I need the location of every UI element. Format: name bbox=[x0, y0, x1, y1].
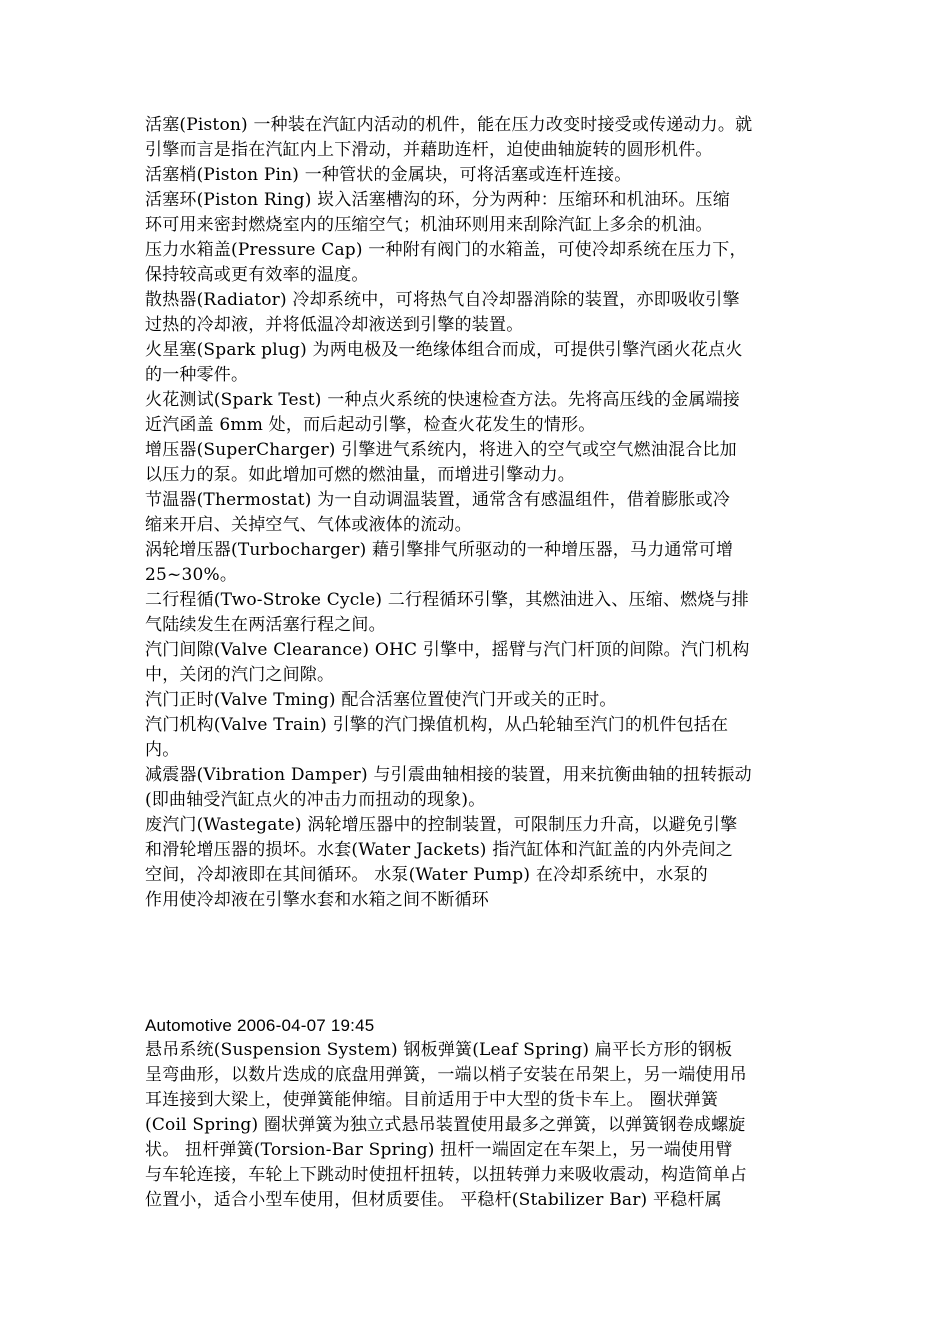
text-line: 耳连接到大梁上，使弹簧能伸缩。目前适用于中大型的货卡车上。 圈状弹簧 bbox=[145, 1090, 719, 1110]
text-line: 活塞梢(Piston Pin) 一种管状的金属块，可将活塞或连杆连接。 bbox=[145, 165, 632, 185]
text-line: 活塞(Piston) 一种装在汽缸内活动的机件，能在压力改变时接受或传递动力。就 bbox=[145, 115, 753, 135]
text-line: 空间，冷却液即在其间循环。 水泵(Water Pump) 在冷却系统中，水泵的 bbox=[145, 865, 708, 885]
text-line: 25~30%。 bbox=[145, 565, 238, 585]
text-line: 保持较高或更有效率的温度。 bbox=[145, 265, 369, 285]
text-line: 火花测试(Spark Test) 一种点火系统的快速检查方法。先将高压线的金属端接 bbox=[145, 390, 740, 410]
document-page bbox=[145, 113, 810, 1213]
text-line: 散热器(Radiator) 冷却系统中，可将热气自冷却器消除的装置，亦即吸收引擎 bbox=[145, 290, 740, 310]
text-line: 汽门机构(Valve Train) 引擎的汽门操值机构，从凸轮轴至汽门的机件包括在 bbox=[145, 715, 729, 735]
spacer bbox=[145, 913, 810, 1013]
text-line: 近汽函盖 6mm 处，而后起动引擎，检查火花发生的情形。 bbox=[145, 415, 596, 435]
text-line: 缩来开启、关掉空气、气体或液体的流动。 bbox=[145, 515, 472, 535]
text-line: 压力水箱盖(Pressure Cap) 一种附有阀门的水箱盖，可使冷却系统在压力下， bbox=[145, 240, 747, 260]
text-line: 和滑轮增压器的损坏。水套(Water Jackets) 指汽缸体和汽缸盖的内外壳间之 bbox=[145, 840, 734, 860]
text-line: 涡轮增压器(Turbocharger) 藉引擎排气所驱动的一种增压器，马力通常可增 bbox=[145, 540, 734, 560]
text-line: 节温器(Thermostat) 为一自动调温装置，通常含有感温组件，借着膨胀或冷 bbox=[145, 490, 731, 510]
text-line: 汽门间隙(Valve Clearance) OHC 引擎中，摇臂与汽门杆顶的间隙。汽门机构 bbox=[145, 640, 750, 660]
text-line: 与车轮连接，车轮上下跳动时使扭杆扭转，以扭转弹力来吸收震动，构造简单占 bbox=[145, 1165, 747, 1185]
text-line: 悬吊系统(Suspension System) 钢板弹簧(Leaf Spring) 扁平长方形的钢板 bbox=[145, 1040, 733, 1060]
text-line: 引擎而言是指在汽缸内上下滑动，并藉助连杆，迫使曲轴旋转的圆形机件。 bbox=[145, 140, 713, 160]
text-line: 呈弯曲形，以数片迭成的底盘用弹簧，一端以梢子安装在吊架上，另一端使用吊 bbox=[145, 1065, 747, 1085]
text-line: (Coil Spring) 圈状弹簧为独立式悬吊装置使用最多之弹簧，以弹簧钢卷成螺旋 bbox=[145, 1115, 746, 1135]
text-line: 的一种零件。 bbox=[145, 365, 249, 385]
text-line: 环可用来密封燃烧室内的压缩空气；机油环则用来刮除汽缸上多余的机油。 bbox=[145, 215, 713, 235]
text-line: 状。 扭杆弹簧(Torsion-Bar Spring) 扭杆一端固定在车架上，另一端使用臂 bbox=[145, 1140, 733, 1160]
text-line: 汽门正时(Valve Tming) 配合活塞位置使汽门开或关的正时。 bbox=[145, 690, 617, 710]
text-line: 活塞环(Piston Ring) 崁入活塞槽沟的环，分为两种：压缩环和机油环。压缩 bbox=[145, 190, 730, 210]
suspension-section bbox=[145, 1013, 810, 1213]
text-line: 位置小，适合小型车使用，但材质要佳。 平稳杆(Stabilizer Bar) 平稳杆属 bbox=[145, 1190, 722, 1210]
text-line: 内。 bbox=[145, 740, 180, 760]
glossary-section bbox=[145, 113, 810, 913]
text-line: 废汽门(Wastegate) 涡轮增压器中的控制装置，可限制压力升高，以避免引擎 bbox=[145, 815, 738, 835]
text-line: 气陆续发生在两活塞行程之间。 bbox=[145, 615, 386, 635]
post-header: Automotive 2006-04-07 19:45 bbox=[145, 1016, 375, 1035]
text-line: (即曲轴受汽缸点火的冲击力而扭动的现象)。 bbox=[145, 790, 486, 810]
text-line: 火星塞(Spark plug) 为两电极及一绝缘体组合而成，可提供引擎汽函火花点火 bbox=[145, 340, 743, 360]
text-line: 中，关闭的汽门之间隙。 bbox=[145, 665, 335, 685]
text-line: 过热的冷却液，并将低温冷却液送到引擎的装置。 bbox=[145, 315, 524, 335]
text-line: 增压器(SuperCharger) 引擎进气系统内，将进入的空气或空气燃油混合比加 bbox=[145, 440, 737, 460]
text-line: 以压力的泵。如此增加可燃的燃油量，而增进引擎动力。 bbox=[145, 465, 575, 485]
text-line: 二行程循(Two-Stroke Cycle) 二行程循环引擎，其燃油进入、压缩、燃烧与排 bbox=[145, 590, 749, 610]
text-line: 减震器(Vibration Damper) 与引震曲轴相接的装置，用来抗衡曲轴的扭转振动 bbox=[145, 765, 752, 785]
text-line: 作用使冷却液在引擎水套和水箱之间不断循环 bbox=[145, 890, 489, 910]
